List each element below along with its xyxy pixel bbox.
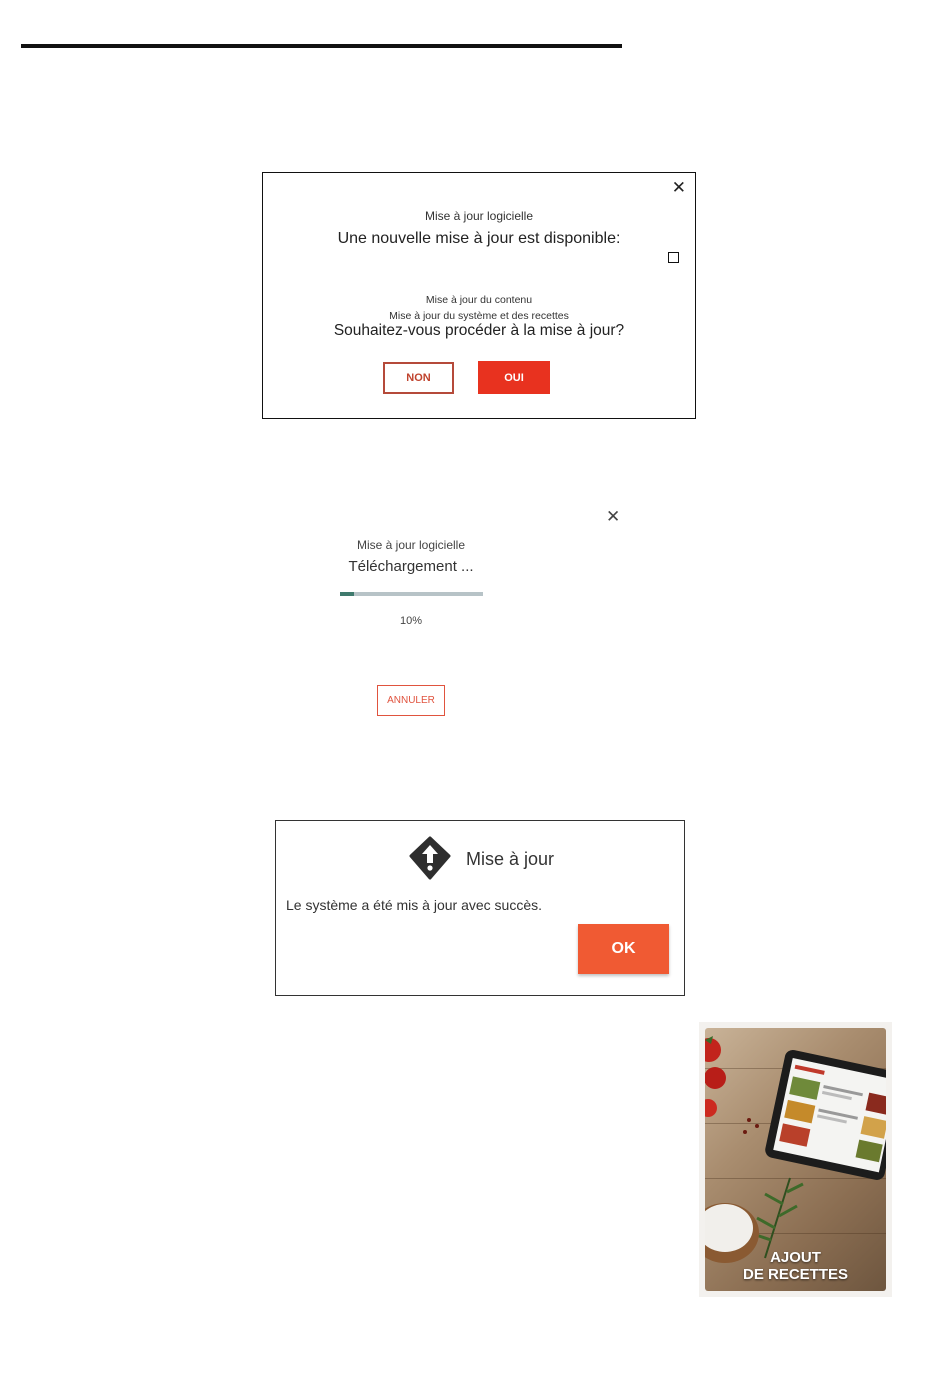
- dialog-headline: Une nouvelle mise à jour est disponible:: [337, 230, 621, 247]
- content-update-detail: Mise à jour du système et des recettes: [389, 310, 569, 322]
- success-message: Le système a été mis à jour avec succès.: [286, 897, 542, 913]
- close-icon[interactable]: ✕: [606, 507, 621, 526]
- add-recipes-tile[interactable]: [699, 1022, 892, 1297]
- success-title: Mise à jour: [466, 849, 555, 869]
- checkbox[interactable]: [668, 252, 679, 263]
- progress-fill: [340, 592, 354, 596]
- recipe-tile-image: [705, 1028, 886, 1291]
- update-question: Souhaitez-vous procéder à la mise à jour?: [333, 322, 625, 339]
- download-status: Téléchargement ...: [348, 558, 474, 575]
- close-icon[interactable]: ✕: [671, 178, 686, 197]
- download-dialog-title: Mise à jour logicielle: [356, 538, 466, 552]
- recipe-tile-label: [705, 1249, 886, 1283]
- content-update-label: Mise à jour du contenu: [425, 294, 533, 306]
- update-success-dialog: [275, 820, 685, 996]
- top-divider: [21, 44, 622, 48]
- update-available-dialog: [262, 172, 696, 419]
- yes-button[interactable]: OUI: [478, 361, 550, 394]
- no-button[interactable]: NON: [383, 362, 454, 394]
- progress-percent: 10%: [399, 615, 423, 627]
- ok-button[interactable]: OK: [578, 924, 669, 974]
- cancel-button[interactable]: ANNULER: [377, 685, 445, 716]
- recipe-tile-line2: DE RECETTES: [742, 1266, 848, 1283]
- dialog-title: Mise à jour logicielle: [424, 209, 534, 223]
- recipe-tile-line1: AJOUT: [770, 1249, 821, 1266]
- progress-bar: [340, 592, 483, 596]
- update-arrow-icon: [408, 836, 452, 880]
